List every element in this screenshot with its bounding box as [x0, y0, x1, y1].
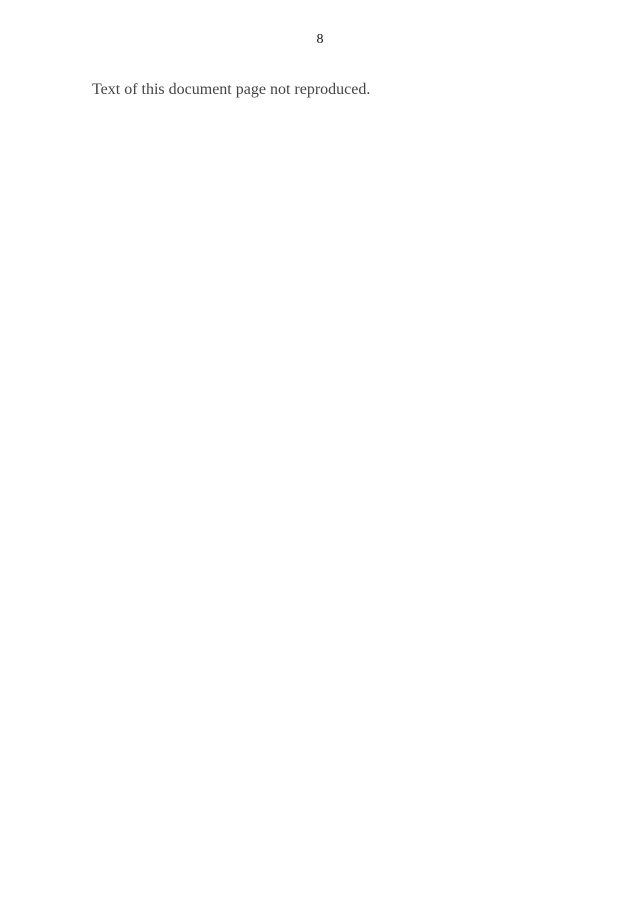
content-notice: Text of this document page not reproduced.: [92, 81, 371, 98]
page-number: 8: [316, 32, 324, 47]
